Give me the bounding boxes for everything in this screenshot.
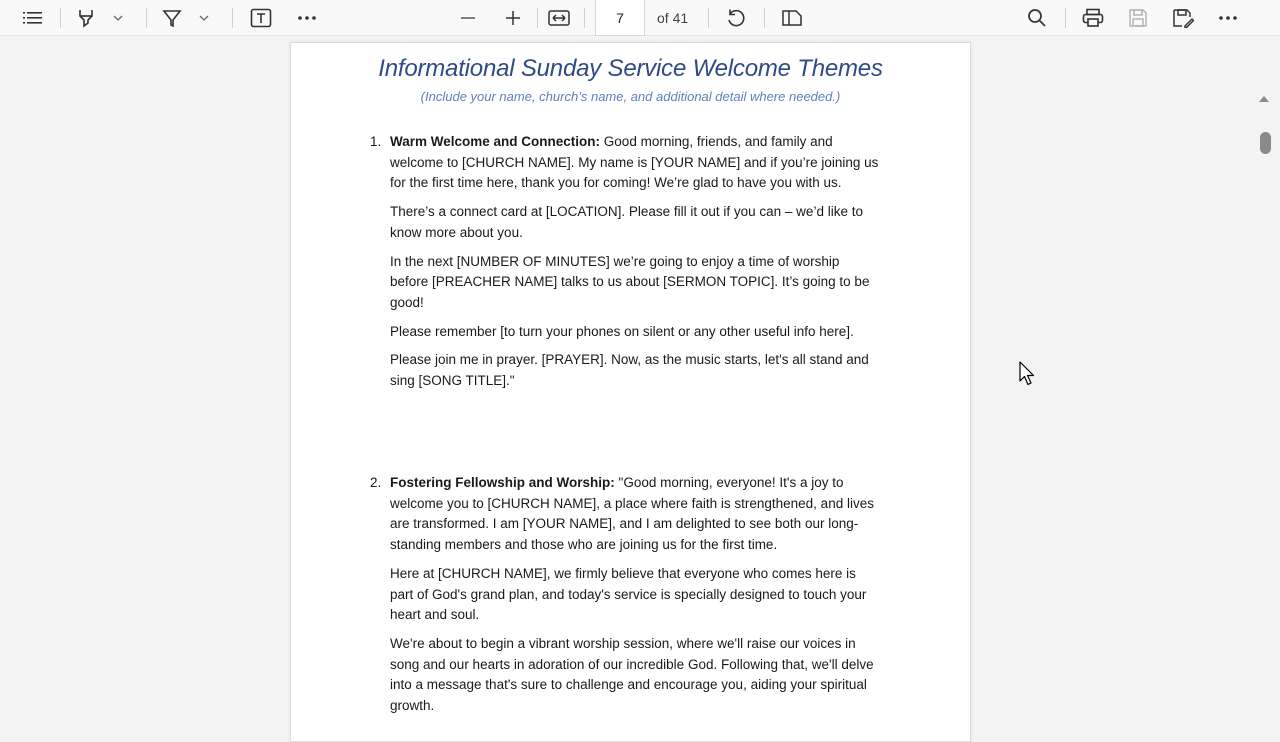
list-item-paragraph <box>390 132 880 194</box>
highlight-options-chevron-icon[interactable] <box>110 4 126 32</box>
draw-options-chevron-icon[interactable] <box>196 4 212 32</box>
fit-width-icon[interactable] <box>546 4 572 32</box>
list-item-paragraph: Please join me in prayer. [PRAYER]. Now, as the music starts, let's all stand and sing [SONG TITLE]." <box>390 352 869 389</box>
text-box-icon[interactable] <box>248 4 274 32</box>
more-icon[interactable] <box>1215 4 1241 32</box>
list-item <box>370 473 880 725</box>
paragraph-text: "Good morning, everyone! It's a joy to welcome you to [CHURCH NAME], a place where faith is strengthened, and lives are transformed. I am [YOUR NAME], and I am delighted to see both our long-standing members and those who are joining us for the first time. <box>390 475 874 553</box>
document-title: Informational Sunday Service Welcome Themes <box>378 55 883 82</box>
zoom-in-icon[interactable] <box>501 4 525 32</box>
toolbar-divider <box>60 8 61 28</box>
toolbar-divider <box>1065 8 1066 28</box>
list-item-number: 2. <box>370 475 382 490</box>
search-icon[interactable] <box>1024 4 1050 32</box>
list-item-paragraph <box>390 473 880 556</box>
toolbar-divider <box>146 8 147 28</box>
page-count-label: of 41 <box>657 10 689 26</box>
contents-icon[interactable] <box>20 4 46 32</box>
draw-icon[interactable] <box>160 4 184 32</box>
save-icon[interactable] <box>1125 4 1151 32</box>
pdf-page <box>290 42 971 742</box>
toolbar-divider <box>708 8 709 28</box>
page-number-input[interactable] <box>595 0 645 36</box>
list-item <box>370 132 880 400</box>
list-item-paragraph: In the next [NUMBER OF MINUTES] we’re going to enjoy a time of worship before [PREACHER NAME] talks to us about [SERMON TOPIC]. It’s going to be good! <box>390 253 870 310</box>
page-view-icon[interactable] <box>779 4 805 32</box>
rotate-icon[interactable] <box>723 4 749 32</box>
list-item-paragraph: Please remember [to turn your phones on silent or any other useful info here]. <box>390 323 854 339</box>
toolbar-divider <box>537 8 538 28</box>
page-number-value: 7 <box>616 9 624 26</box>
print-icon[interactable] <box>1080 4 1106 32</box>
paragraph-text: Good morning, friends, and family and welcome to [CHURCH NAME]. My name is [YOUR NAME] and if you’re joining us for the first time here, thank you for coming! We’re glad to have you with us. <box>390 134 879 191</box>
list-item-paragraph: We're about to begin a vibrant worship session, where we'll raise our voices in song and our hearts in adoration of our incredible God. Following that, we'll delve into a message that's sure to challenge and encourage you, aiding your spiritual growth. <box>390 635 874 714</box>
save-as-icon[interactable] <box>1170 4 1196 32</box>
pdf-toolbar <box>0 0 1280 36</box>
scroll-up-arrow-icon[interactable] <box>1259 96 1269 102</box>
mouse-cursor-icon <box>1019 361 1037 392</box>
list-item-heading: Fostering Fellowship and Worship: <box>390 475 615 490</box>
toolbar-divider <box>764 8 765 28</box>
list-item-paragraph: Here at [CHURCH NAME], we firmly believe that everyone who comes here is part of God's grand plan, and today's service is specially designed to touch your heart and soul. <box>390 565 867 623</box>
list-item-number: 1. <box>370 134 382 149</box>
list-item-paragraph: There’s a connect card at [LOCATION]. Please fill it out if you can – we’d like to know more about you. <box>390 204 863 240</box>
highlight-icon[interactable] <box>74 4 98 32</box>
more-tools-icon[interactable] <box>294 4 320 32</box>
list-item-heading: Warm Welcome and Connection: <box>390 134 601 149</box>
toolbar-divider <box>584 8 585 28</box>
scrollbar-thumb[interactable] <box>1260 132 1271 154</box>
document-subtitle: (Include your name, church’s name, and additional detail where needed.) <box>420 89 841 104</box>
zoom-out-icon[interactable] <box>456 4 480 32</box>
toolbar-divider <box>232 8 233 28</box>
